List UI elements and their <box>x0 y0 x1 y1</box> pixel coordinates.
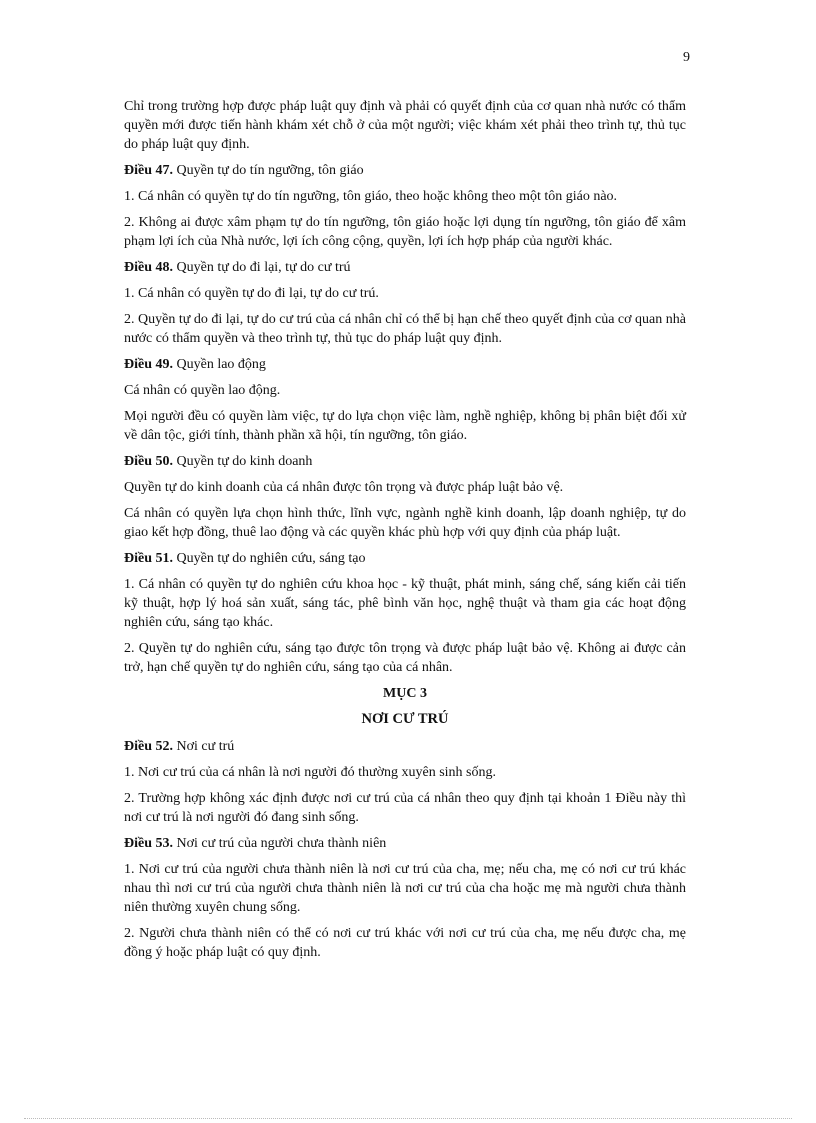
article-heading <box>124 258 686 277</box>
article-number: Điều 52. <box>124 739 173 754</box>
paragraph: 1. Cá nhân có quyền tự do tín ngưỡng, tôn giáo, theo hoặc không theo một tôn giáo nào. <box>124 189 618 204</box>
section-number: MỤC 3 <box>383 686 427 701</box>
article-title: Quyền tự do tín ngưỡng, tôn giáo <box>176 163 364 178</box>
article-title: Quyền tự do đi lại, tự do cư trú <box>176 260 351 275</box>
page-number: 9 <box>683 50 690 65</box>
paragraph: 1. Nơi cư trú của cá nhân là nơi người đó thường xuyên sinh sống. <box>124 765 496 780</box>
paragraph: Mọi người đều có quyền làm việc, tự do lựa chọn việc làm, nghề nghiệp, không bị phân biệt đối xử về dân tộc, giới tính, thành phần xã hội, tín ngưỡng, tôn giáo. <box>124 409 686 443</box>
article-title: Quyền lao động <box>176 357 266 372</box>
page-bottom-divider <box>24 1118 792 1119</box>
article-number: Điều 47. <box>124 163 173 178</box>
document-body <box>124 97 686 969</box>
paragraph: Cá nhân có quyền lựa chọn hình thức, lĩnh vực, ngành nghề kinh doanh, lập doanh nghiệp, tự do giao kết hợp đồng, thuê lao động và các quyền khác phù hợp với quy định của pháp luật. <box>124 506 686 540</box>
paragraph: 1. Cá nhân có quyền tự do nghiên cứu khoa học - kỹ thuật, phát minh, sáng chế, sáng kiến cải tiến kỹ thuật, hợp lý hoá sản xuất, sáng tác, phê bình văn học, nghệ thuật và tham gia các hoạt động nghiên cứu, sáng tạo khác. <box>124 577 686 630</box>
paragraph: 2. Không ai được xâm phạm tự do tín ngưỡng, tôn giáo hoặc lợi dụng tín ngưỡng, tôn giáo để xâm phạm lợi ích của Nhà nước, lợi ích công cộng, quyền, lợi ích hợp pháp của người khác. <box>124 215 686 249</box>
paragraph: Cá nhân có quyền lao động. <box>124 383 281 398</box>
article-number: Điều 53. <box>124 836 173 851</box>
article-number: Điều 49. <box>124 357 173 372</box>
article-number: Điều 48. <box>124 260 173 275</box>
paragraph: 2. Người chưa thành niên có thể có nơi cư trú khác với nơi cư trú của cha, mẹ nếu được cha, mẹ đồng ý hoặc pháp luật có quy định. <box>124 926 686 960</box>
paragraph: 1. Cá nhân có quyền tự do đi lại, tự do cư trú. <box>124 286 379 301</box>
article-heading <box>124 161 686 180</box>
article-heading <box>124 549 686 568</box>
article-title: Quyền tự do nghiên cứu, sáng tạo <box>176 551 366 566</box>
article-number: Điều 51. <box>124 551 173 566</box>
article-heading <box>124 834 686 853</box>
article-title: Nơi cư trú <box>176 739 235 754</box>
article-title: Quyền tự do kinh doanh <box>176 454 313 469</box>
article-heading <box>124 737 686 756</box>
paragraph: 1. Nơi cư trú của người chưa thành niên là nơi cư trú của cha, mẹ; nếu cha, mẹ có nơi cư trú khác nhau thì nơi cư trú của người chưa thành niên là nơi cư trú của cha hoặc mẹ mà người chưa thành niên thường xuyên chung sống. <box>124 862 686 915</box>
article-title: Nơi cư trú của người chưa thành niên <box>176 836 387 851</box>
paragraph: 2. Quyền tự do đi lại, tự do cư trú của cá nhân chỉ có thể bị hạn chế theo quyết định của cơ quan nhà nước có thẩm quyền và theo trình tự, thủ tục do pháp luật quy định. <box>124 312 686 346</box>
article-number: Điều 50. <box>124 454 173 469</box>
paragraph: Chỉ trong trường hợp được pháp luật quy định và phải có quyết định của cơ quan nhà nước có thẩm quyền mới được tiến hành khám xét chỗ ở của một người; việc khám xét phải theo trình tự, thủ tục do pháp luật quy định. <box>124 99 686 152</box>
paragraph: 2. Trường hợp không xác định được nơi cư trú của cá nhân theo quy định tại khoản 1 Điều này thì nơi cư trú là nơi người đó đang sinh sống. <box>124 791 686 825</box>
paragraph: Quyền tự do kinh doanh của cá nhân được tôn trọng và được pháp luật bảo vệ. <box>124 480 564 495</box>
section-title: NƠI CƯ TRÚ <box>361 711 449 727</box>
article-heading <box>124 355 686 374</box>
article-heading <box>124 452 686 471</box>
paragraph: 2. Quyền tự do nghiên cứu, sáng tạo được tôn trọng và được pháp luật bảo vệ. Không ai được cản trở, hạn chế quyền tự do nghiên cứu, sáng tạo của cá nhân. <box>124 641 686 675</box>
